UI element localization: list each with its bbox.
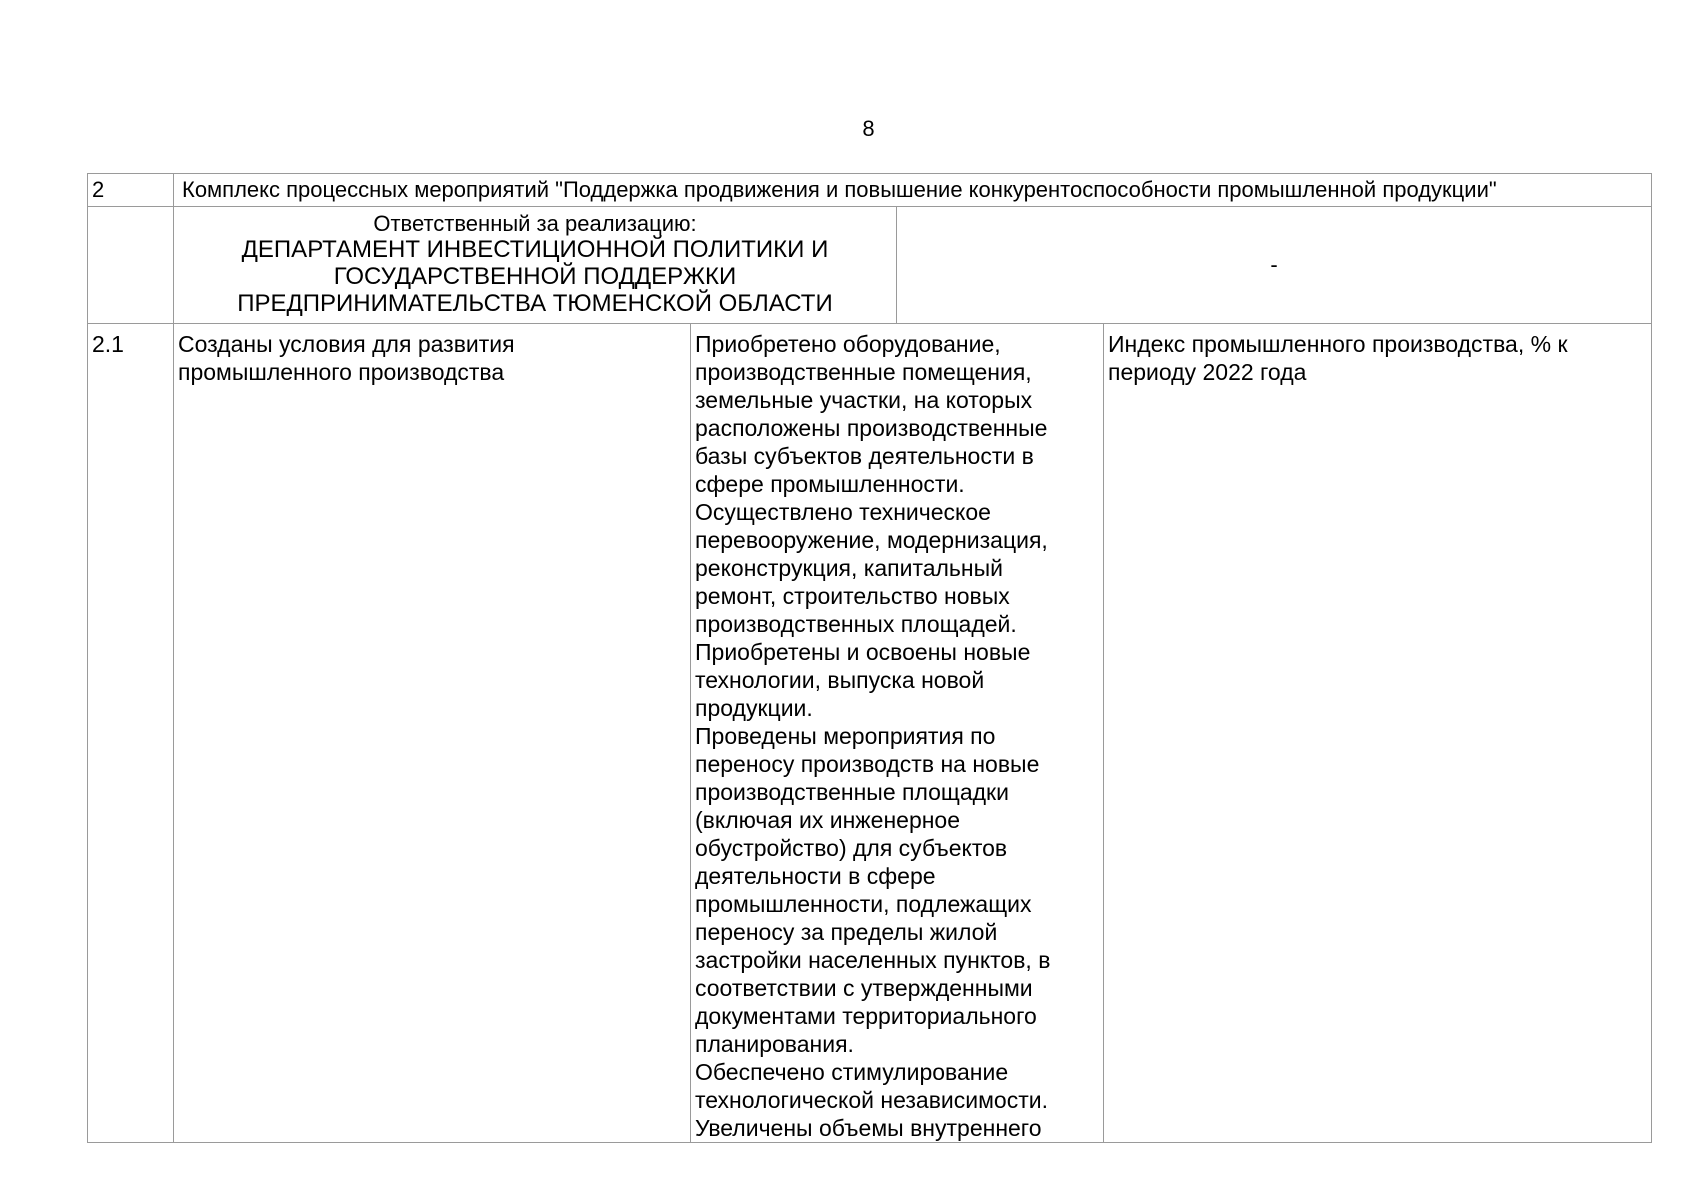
table-row-responsible: [88, 207, 1651, 324]
table-row-section: [88, 174, 1651, 207]
task-indicator: Индекс промышленного производства, % к периоду 2022 года: [1103, 324, 1651, 1142]
task-results: Приобретено оборудование, производственные помещения, земельные участки, на которых расположены производственные базы субъектов деятельности в сфере промышленности. Осуществлено техническое перевооружение, модернизация, реконструкция, капитальный ремонт, строительство новых производственных площадей. Приобретены и освоены новые технологии, выпуска новой продукции. Проведены мероприятия по переносу производств на новые производственные площадки (включая их инженерное обустройство) для субъектов деятельности в сфере промышленности, подлежащих переносу за пределы жилой застройки населенных пунктов, в соответствии с утвержденными документами территориального планирования. Обеспечено стимулирование технологической независимости. Увеличены объемы внутреннего: [690, 324, 1103, 1142]
responsible-other-cell: -: [896, 207, 1651, 323]
page-number: 8: [862, 116, 875, 141]
responsible-label: Ответственный за реализацию:: [373, 211, 697, 236]
section-number: 2: [92, 177, 105, 202]
table-row-task: [88, 324, 1651, 1142]
section-title: Комплекс процессных мероприятий "Поддержка продвижения и повышение конкурентоспособности промышленной продукции": [173, 174, 1651, 206]
responsible-cell: [173, 207, 896, 323]
responsible-number-cell: [88, 207, 173, 323]
program-table: [87, 173, 1652, 1143]
task-description: Созданы условия для развития промышленного производства: [173, 324, 690, 1142]
task-number: 2.1: [92, 331, 124, 357]
responsible-department: ДЕПАРТАМЕНТ ИНВЕСТИЦИОННОЙ ПОЛИТИКИ И ГОСУДАРСТВЕННОЙ ПОДДЕРЖКИ ПРЕДПРИНИМАТЕЛЬСТВА ТЮМЕНСКОЙ ОБЛАСТИ: [237, 236, 833, 317]
